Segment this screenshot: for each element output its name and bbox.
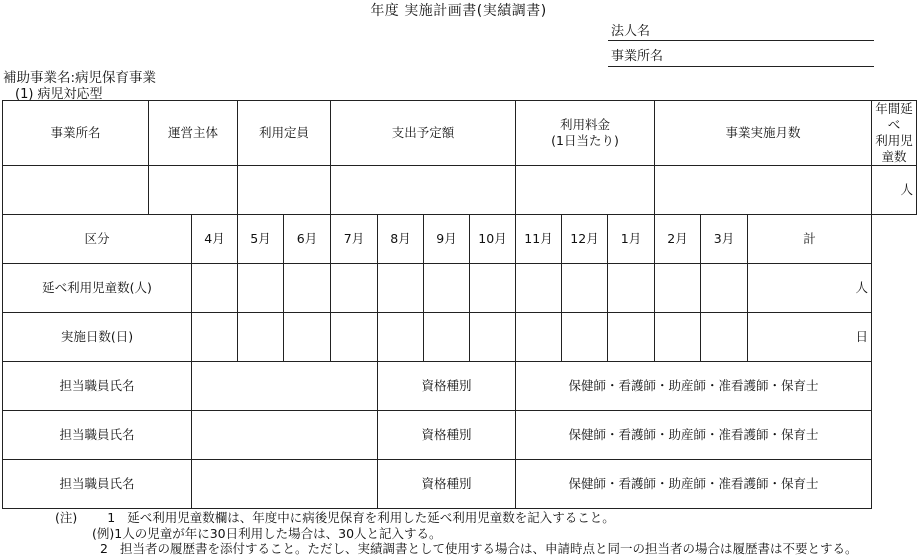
month-header: 11月 [516, 215, 562, 264]
fee-cell[interactable] [516, 166, 655, 215]
month-cell[interactable] [424, 313, 470, 362]
month-cell[interactable] [331, 313, 378, 362]
month-header: 12月 [562, 215, 608, 264]
office-name-line [608, 66, 874, 67]
header-row [3, 101, 917, 166]
month-header: 9月 [424, 215, 470, 264]
months-cell[interactable] [655, 166, 872, 215]
note-2 [55, 541, 857, 557]
month-cell[interactable] [701, 313, 748, 362]
days-row-label: 実施日数(日) [3, 313, 192, 362]
unit-person: 人 [855, 280, 868, 295]
budget-cell[interactable] [331, 166, 516, 215]
month-cell[interactable] [701, 264, 748, 313]
note-1-number: 1 [107, 510, 116, 525]
month-cell[interactable] [424, 264, 470, 313]
corporation-name-line [608, 40, 874, 41]
note-2-number: 2 [100, 541, 108, 556]
month-cell[interactable] [378, 313, 424, 362]
month-header: 7月 [331, 215, 378, 264]
month-header: 8月 [378, 215, 424, 264]
office-name-cell[interactable] [3, 166, 149, 215]
month-header: 5月 [238, 215, 284, 264]
note-1 [55, 510, 857, 526]
qualification-label: 資格種別 [378, 362, 516, 411]
staff-name-cell[interactable] [192, 411, 378, 460]
month-cell[interactable] [562, 313, 608, 362]
note-1-text: 延べ利用児童数欄は、年度中に病後児保育を利用した延べ利用児童数を記入すること。 [127, 510, 615, 525]
unit-day: 日 [855, 329, 868, 344]
days-row [3, 313, 917, 362]
page-title: 年度 実施計画書(実績調書) [370, 3, 547, 19]
staff-name-label: 担当職員氏名 [3, 362, 192, 411]
month-cell[interactable] [331, 264, 378, 313]
annual-header-line2: 利用児童数 [875, 133, 913, 164]
month-cell[interactable] [516, 313, 562, 362]
staff-row [3, 460, 917, 509]
entry-row [3, 166, 917, 215]
month-cell[interactable] [608, 313, 655, 362]
children-row-label: 延べ利用児童数(人) [3, 264, 192, 313]
note-1-example [55, 526, 857, 542]
month-cell[interactable] [238, 264, 284, 313]
office-name-header: 事業所名 [3, 101, 149, 166]
notes-marker: (注) [55, 510, 78, 525]
project-name: 補助事業名:病児保育事業 [3, 70, 157, 86]
month-cell[interactable] [192, 264, 238, 313]
children-total-cell[interactable] [748, 264, 872, 313]
fee-header-line2: (1日当たり) [551, 133, 619, 148]
qualification-options[interactable]: 保健師・看護師・助産師・准看護師・保育士 [516, 460, 872, 509]
operator-header: 運営主体 [149, 101, 238, 166]
fee-header [516, 101, 655, 166]
month-cell[interactable] [470, 313, 516, 362]
qualification-options[interactable]: 保健師・看護師・助産師・准看護師・保育士 [516, 362, 872, 411]
annual-children-cell[interactable] [872, 166, 917, 215]
qualification-label: 資格種別 [378, 460, 516, 509]
month-header: 10月 [470, 215, 516, 264]
annual-header-line1: 年間延べ [875, 101, 913, 132]
months-header: 事業実施月数 [655, 101, 872, 166]
fee-header-line1: 利用料金 [559, 117, 610, 132]
month-header: 3月 [701, 215, 748, 264]
staff-name-cell[interactable] [192, 362, 378, 411]
plan-table [2, 100, 917, 509]
children-row [3, 264, 917, 313]
corporation-name-label: 法人名 [611, 24, 651, 39]
total-header: 計 [748, 215, 872, 264]
staff-row [3, 362, 917, 411]
month-header-row [3, 215, 917, 264]
category-header: 区分 [3, 215, 192, 264]
month-cell[interactable] [516, 264, 562, 313]
staff-name-label: 担当職員氏名 [3, 411, 192, 460]
notes [55, 510, 857, 557]
month-header: 6月 [284, 215, 331, 264]
unit-person: 人 [900, 182, 913, 197]
month-cell[interactable] [192, 313, 238, 362]
qualification-label: 資格種別 [378, 411, 516, 460]
month-cell[interactable] [562, 264, 608, 313]
month-cell[interactable] [608, 264, 655, 313]
staff-name-label: 担当職員氏名 [3, 460, 192, 509]
staff-name-cell[interactable] [192, 460, 378, 509]
project-type: (1) 病児対応型 [15, 87, 103, 102]
office-name-label: 事業所名 [611, 49, 664, 64]
staff-row [3, 411, 917, 460]
days-total-cell[interactable] [748, 313, 872, 362]
month-cell[interactable] [284, 313, 331, 362]
capacity-cell[interactable] [238, 166, 331, 215]
budget-header: 支出予定額 [331, 101, 516, 166]
month-cell[interactable] [655, 313, 701, 362]
note-1-example-text: (例)1人の児童が年に30日利用した場合は、30人と記入する。 [92, 525, 442, 541]
month-cell[interactable] [655, 264, 701, 313]
month-cell[interactable] [470, 264, 516, 313]
month-header: 1月 [608, 215, 655, 264]
month-cell[interactable] [378, 264, 424, 313]
note-2-text: 担当者の履歴書を添付すること。ただし、実績調書として使用する場合は、申請時点と同一の担当者の場合は履歴書は不要とする。 [119, 541, 858, 556]
month-header: 2月 [655, 215, 701, 264]
operator-cell[interactable] [149, 166, 238, 215]
month-header: 4月 [192, 215, 238, 264]
capacity-header: 利用定員 [238, 101, 331, 166]
qualification-options[interactable]: 保健師・看護師・助産師・准看護師・保育士 [516, 411, 872, 460]
month-cell[interactable] [284, 264, 331, 313]
month-cell[interactable] [238, 313, 284, 362]
annual-header [872, 101, 917, 166]
